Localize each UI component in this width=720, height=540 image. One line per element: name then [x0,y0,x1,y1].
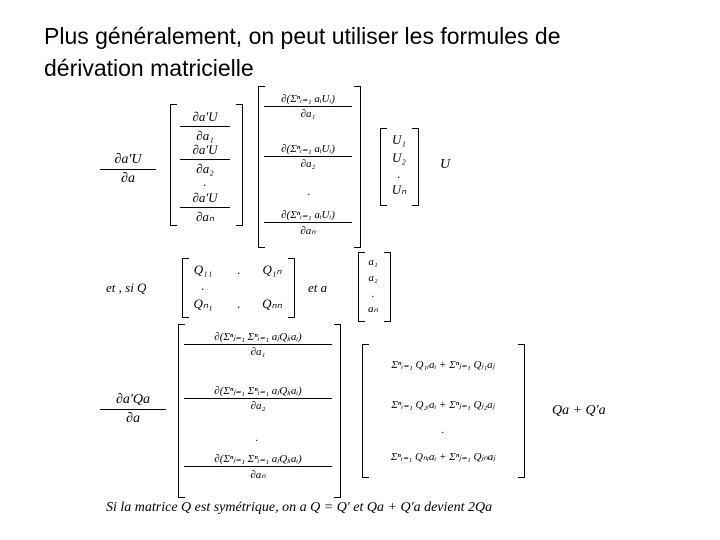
eq1-col1-r4: ∂a'U ∂aₙ [180,190,230,225]
eq2-q2-dot: . [201,278,205,293]
eq1-un: Uₙ [391,182,407,197]
eq1-col2-r1: ∂(Σⁿᵢ₌₁ aᵢUᵢ) ∂a₁ [264,92,352,120]
eq1-u1: U₁ [392,132,406,147]
eq1-rhs: U [440,157,451,172]
eq2-qn-dot: . [237,296,241,311]
eq2-q-bracket-right [288,258,295,318]
eq1-dots: . [397,166,401,181]
eq2-a1: a₁ [368,256,378,268]
eq2-an: aₙ [368,303,378,315]
eq3-col1-r4: ∂(Σⁿⱼ₌₁ Σⁿᵢ₌₁ aⱼQⱼᵢaᵢ) ∂aₙ [184,452,332,481]
eq1-bracket-right-1 [236,104,243,226]
footer-note: Si la matrice Q est symétrique, on a Q = Q' et Qa + Q'a devient 2Qa [106,500,493,515]
eq3-col1-r2: ∂(Σⁿⱼ₌₁ Σⁿᵢ₌₁ aⱼQⱼᵢaᵢ) ∂a₂ [184,384,332,412]
eq2-a-bracket-right [384,252,391,322]
eq1-lhs: ∂a'U ∂a [100,152,156,187]
eq1-col2-r2: ∂(Σⁿᵢ₌₁ aᵢUᵢ) ∂a₂ [264,142,352,170]
eq1-col1-r2: ∂a'U ∂a₂ [180,142,230,177]
eq3-rhs: Qa + Q'a [552,403,606,418]
title-line-2: dérivation matricielle [44,55,254,81]
eq2-prefix: et , si Q [106,280,147,295]
eq2-qnn: Qₙₙ [262,296,282,311]
eq3-bracket-right-2 [518,344,525,478]
eq1-bracket-right-3 [412,128,419,206]
eq2-qn1: Qₙ₁ [193,296,213,311]
eq3-col1-dots: . [255,432,259,444]
eq1-col2-r4: ∂(Σⁿᵢ₌₁ aᵢUᵢ) ∂aₙ [264,208,352,237]
eq3-col2-dots: . [441,424,445,436]
eq3-lhs: ∂a'Qa ∂a [100,392,166,427]
title-line-1: Plus généralement, on peut utiliser les formules de [44,23,561,49]
eq2-a2: a₂ [368,272,378,284]
eq3-col2-r4: Σⁿᵢ₌₁ Qₙᵢaᵢ + Σⁿⱼ₌₁ Qⱼₙaⱼ [390,451,496,463]
eq1-col1-dots: . [203,174,207,189]
eq1-bracket-left-1 [170,104,177,226]
eq3-bracket-right-1 [334,324,341,498]
eq2-mid: et a [308,280,328,295]
eq3-col1-r1: ∂(Σⁿⱼ₌₁ Σⁿᵢ₌₁ aⱼQⱼᵢaᵢ) ∂a₁ [184,330,332,358]
eq1-col2-dots: . [307,186,311,198]
eq1-bracket-right-2 [354,86,361,248]
eq2-q1-dot: . [237,262,241,277]
eq2-q1n: Q₁ₙ [262,262,282,277]
eq3-col2-r2: Σⁿᵢ₌₁ Q₂ᵢaᵢ + Σⁿⱼ₌₁ Qⱼ₂aⱼ [391,399,495,411]
slide-title [44,20,704,84]
eq3-col2-r1: Σⁿᵢ₌₁ Q₁ᵢaᵢ + Σⁿⱼ₌₁ Qⱼ₁aⱼ [391,359,495,371]
eq2-a-dots: . [371,288,375,300]
eq1-u2: U₂ [392,150,406,165]
eq2-q11: Q₁₁ [193,262,213,277]
eq1-col1-r1: ∂a'U ∂a₁ [180,109,230,144]
